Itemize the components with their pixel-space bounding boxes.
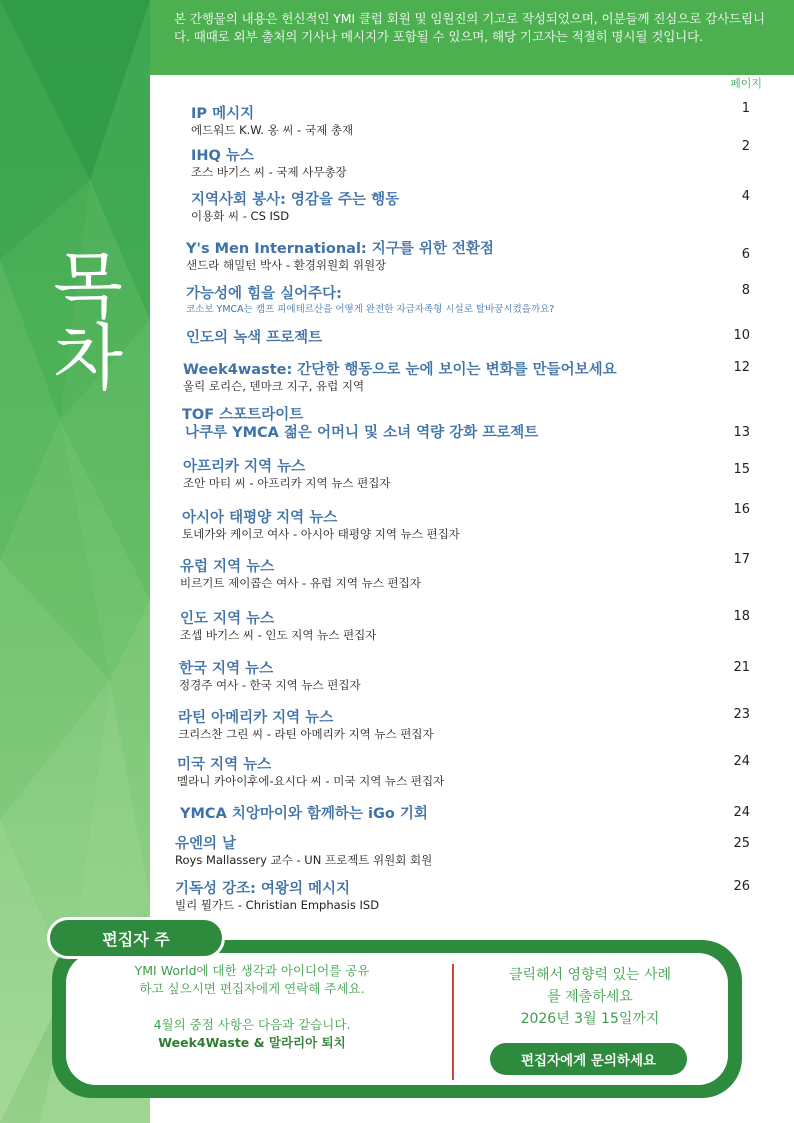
editor-note-line: 4월의 중점 사항은 다음과 같습니다. — [153, 1017, 351, 1032]
toc-entry-subtitle: 멜라니 카아이후에-요시다 씨 - 미국 지역 뉴스 편집자 — [177, 774, 445, 788]
toc-entry-title[interactable]: 가능성에 힘을 실어주다: — [186, 286, 342, 302]
submission-callout[interactable] — [480, 964, 700, 1030]
toc-entry[interactable] — [180, 558, 421, 590]
toc-entry-subtitle: 조안 마티 씨 - 아프리카 지역 뉴스 편집자 — [183, 476, 391, 490]
toc-entry[interactable] — [186, 240, 494, 272]
toc-entry[interactable] — [179, 660, 361, 692]
editor-note-left — [92, 962, 412, 1052]
toc-entry-subtitle: 코소보 YMCA는 캠프 피에테르산을 어떻게 완전한 자급자족형 시설로 탈바꿈시켰을까요? — [186, 304, 555, 315]
toc-page-number: 17 — [733, 552, 750, 567]
toc-entry-subtitle: Roys Mallassery 교수 - UN 프로젝트 위원회 회원 — [175, 853, 433, 867]
toc-entry-title[interactable]: 아프리카 지역 뉴스 — [183, 459, 306, 475]
toc-entry-subtitle[interactable]: 나쿠루 YMCA 젊은 어머니 및 소녀 역량 강화 프로젝트 — [185, 425, 539, 441]
toc-entry-title[interactable]: 인도의 녹색 프로젝트 — [186, 330, 323, 346]
toc-entry-title[interactable]: 아시아 태평양 지역 뉴스 — [182, 510, 338, 526]
toc-entry-title[interactable]: IHQ 뉴스 — [191, 148, 254, 164]
toc-entry-title[interactable]: 기독성 강조: 여왕의 메시지 — [175, 881, 351, 897]
toc-page-number: 23 — [733, 707, 750, 722]
toc-entry-title[interactable]: 라틴 아메리카 지역 뉴스 — [178, 710, 334, 726]
toc-entry-title[interactable]: Y's Men International: 지구를 위한 전환점 — [186, 241, 494, 257]
toc-entry-title[interactable]: 유엔의 날 — [175, 836, 237, 852]
toc-page-number: 10 — [733, 328, 750, 343]
toc-entry-subtitle: 크리스찬 그린 씨 - 라틴 아메리카 지역 뉴스 편집자 — [178, 727, 434, 741]
toc-entry[interactable] — [183, 361, 617, 393]
toc-page-number: 13 — [733, 425, 750, 440]
editor-note-focus: Week4Waste & 말라리아 퇴치 — [158, 1035, 346, 1050]
toc-entry[interactable] — [175, 880, 379, 912]
toc-entry-subtitle: 에드워드 K.W. 옹 씨 - 국제 총재 — [191, 123, 354, 137]
toc-entry[interactable] — [183, 458, 390, 490]
toc-entry-title[interactable]: 미국 지역 뉴스 — [177, 757, 272, 773]
toc-entry[interactable] — [186, 285, 554, 317]
toc-page-number: 4 — [741, 189, 750, 204]
toc-entry[interactable] — [178, 709, 434, 741]
toc-entry-subtitle: 토네가와 케이코 여사 - 아시아 태평양 지역 뉴스 편집자 — [182, 527, 460, 541]
page-column-label: 페이지 — [730, 77, 762, 90]
toc-page-number: 24 — [733, 805, 750, 820]
toc-entry-subtitle: 조셉 바기스 씨 - 인도 지역 뉴스 편집자 — [180, 628, 377, 642]
toc-entry-title[interactable]: TOF 스포트라이트 — [182, 407, 304, 423]
toc-page-number: 16 — [733, 502, 750, 517]
toc-entry[interactable] — [182, 509, 460, 541]
toc-entry[interactable] — [175, 835, 432, 867]
toc-entry[interactable] — [177, 756, 444, 788]
toc-page-number: 8 — [741, 283, 750, 298]
toc-entry-subtitle: 울릭 로리슨, 덴마크 지구, 유럽 지역 — [183, 379, 365, 393]
callout-line[interactable]: 를 제출하세요 — [547, 989, 633, 1005]
toc-entry-title[interactable]: IP 메시지 — [191, 106, 255, 122]
toc-page-number: 24 — [733, 754, 750, 769]
toc-entry[interactable] — [191, 191, 399, 223]
toc-page-number: 1 — [741, 101, 750, 116]
toc-entry-title[interactable]: Week4waste: 간단한 행동으로 눈에 보이는 변화를 만들어보세요 — [183, 362, 617, 378]
toc-entry-subtitle: 정경주 여사 - 한국 지역 뉴스 편집자 — [179, 678, 361, 692]
toc-entry-subtitle: 이용화 씨 - CS ISD — [191, 209, 290, 223]
toc-page-number: 18 — [733, 609, 750, 624]
toc-page-number: 2 — [741, 139, 750, 154]
editor-note-line: 하고 싶으시면 편집자에게 연락해 주세요. — [139, 981, 365, 996]
contact-editor-button[interactable]: 편집자에게 문의하세요 — [490, 1043, 687, 1075]
toc-page-number: 21 — [733, 660, 750, 675]
toc-entry[interactable] — [180, 610, 376, 642]
toc-entry-subtitle: 비르기트 제이콥슨 여사 - 유럽 지역 뉴스 편집자 — [180, 576, 421, 590]
toc-page-number: 15 — [733, 462, 750, 477]
toc-entry[interactable] — [182, 406, 538, 442]
toc-page-number: 26 — [733, 879, 750, 894]
toc-entry-title[interactable]: 한국 지역 뉴스 — [179, 661, 274, 677]
toc-entry[interactable] — [186, 329, 322, 347]
editor-note-line: YMI World에 대한 생각과 아이디어를 공유 — [134, 963, 370, 978]
divider-line — [452, 964, 454, 1080]
toc-entry[interactable] — [191, 105, 353, 137]
toc-entry-title[interactable]: 유럽 지역 뉴스 — [180, 559, 275, 575]
side-title: 목차 — [53, 244, 123, 400]
toc-entry-subtitle: 샌드라 해밀턴 박사 - 환경위원회 위원장 — [186, 258, 387, 272]
callout-deadline: 2026년 3월 15일까지 — [520, 1011, 660, 1027]
toc-page-number: 6 — [741, 247, 750, 262]
toc-page-number: 25 — [733, 836, 750, 851]
toc-entry[interactable] — [180, 805, 428, 823]
toc-entry[interactable] — [191, 147, 347, 179]
toc-entry-subtitle: 조스 바기스 씨 - 국제 사무총장 — [191, 165, 347, 179]
callout-line[interactable]: 클릭해서 영향력 있는 사례 — [508, 967, 672, 983]
toc-entry-title[interactable]: YMCA 치앙마이와 함께하는 iGo 기회 — [180, 806, 428, 822]
disclaimer-banner: 본 간행물의 내용은 헌신적인 YMI 클럽 회원 및 임원진의 기고로 작성되었으며, 이분들께 진심으로 감사드립니다. 때때로 외부 출처의 기사나 메시지가 포함될 수 있으며, 해당 기고자는 적절히 명시될 것입니다. — [150, 0, 794, 75]
editor-note-tab: 편집자 주 — [47, 917, 225, 959]
toc-entry-subtitle: 빌리 뮐가드 - Christian Emphasis ISD — [175, 898, 380, 912]
toc-entry-title[interactable]: 인도 지역 뉴스 — [180, 611, 275, 627]
toc-entry-title[interactable]: 지역사회 봉사: 영감을 주는 행동 — [191, 192, 400, 208]
toc-page-number: 12 — [733, 360, 750, 375]
